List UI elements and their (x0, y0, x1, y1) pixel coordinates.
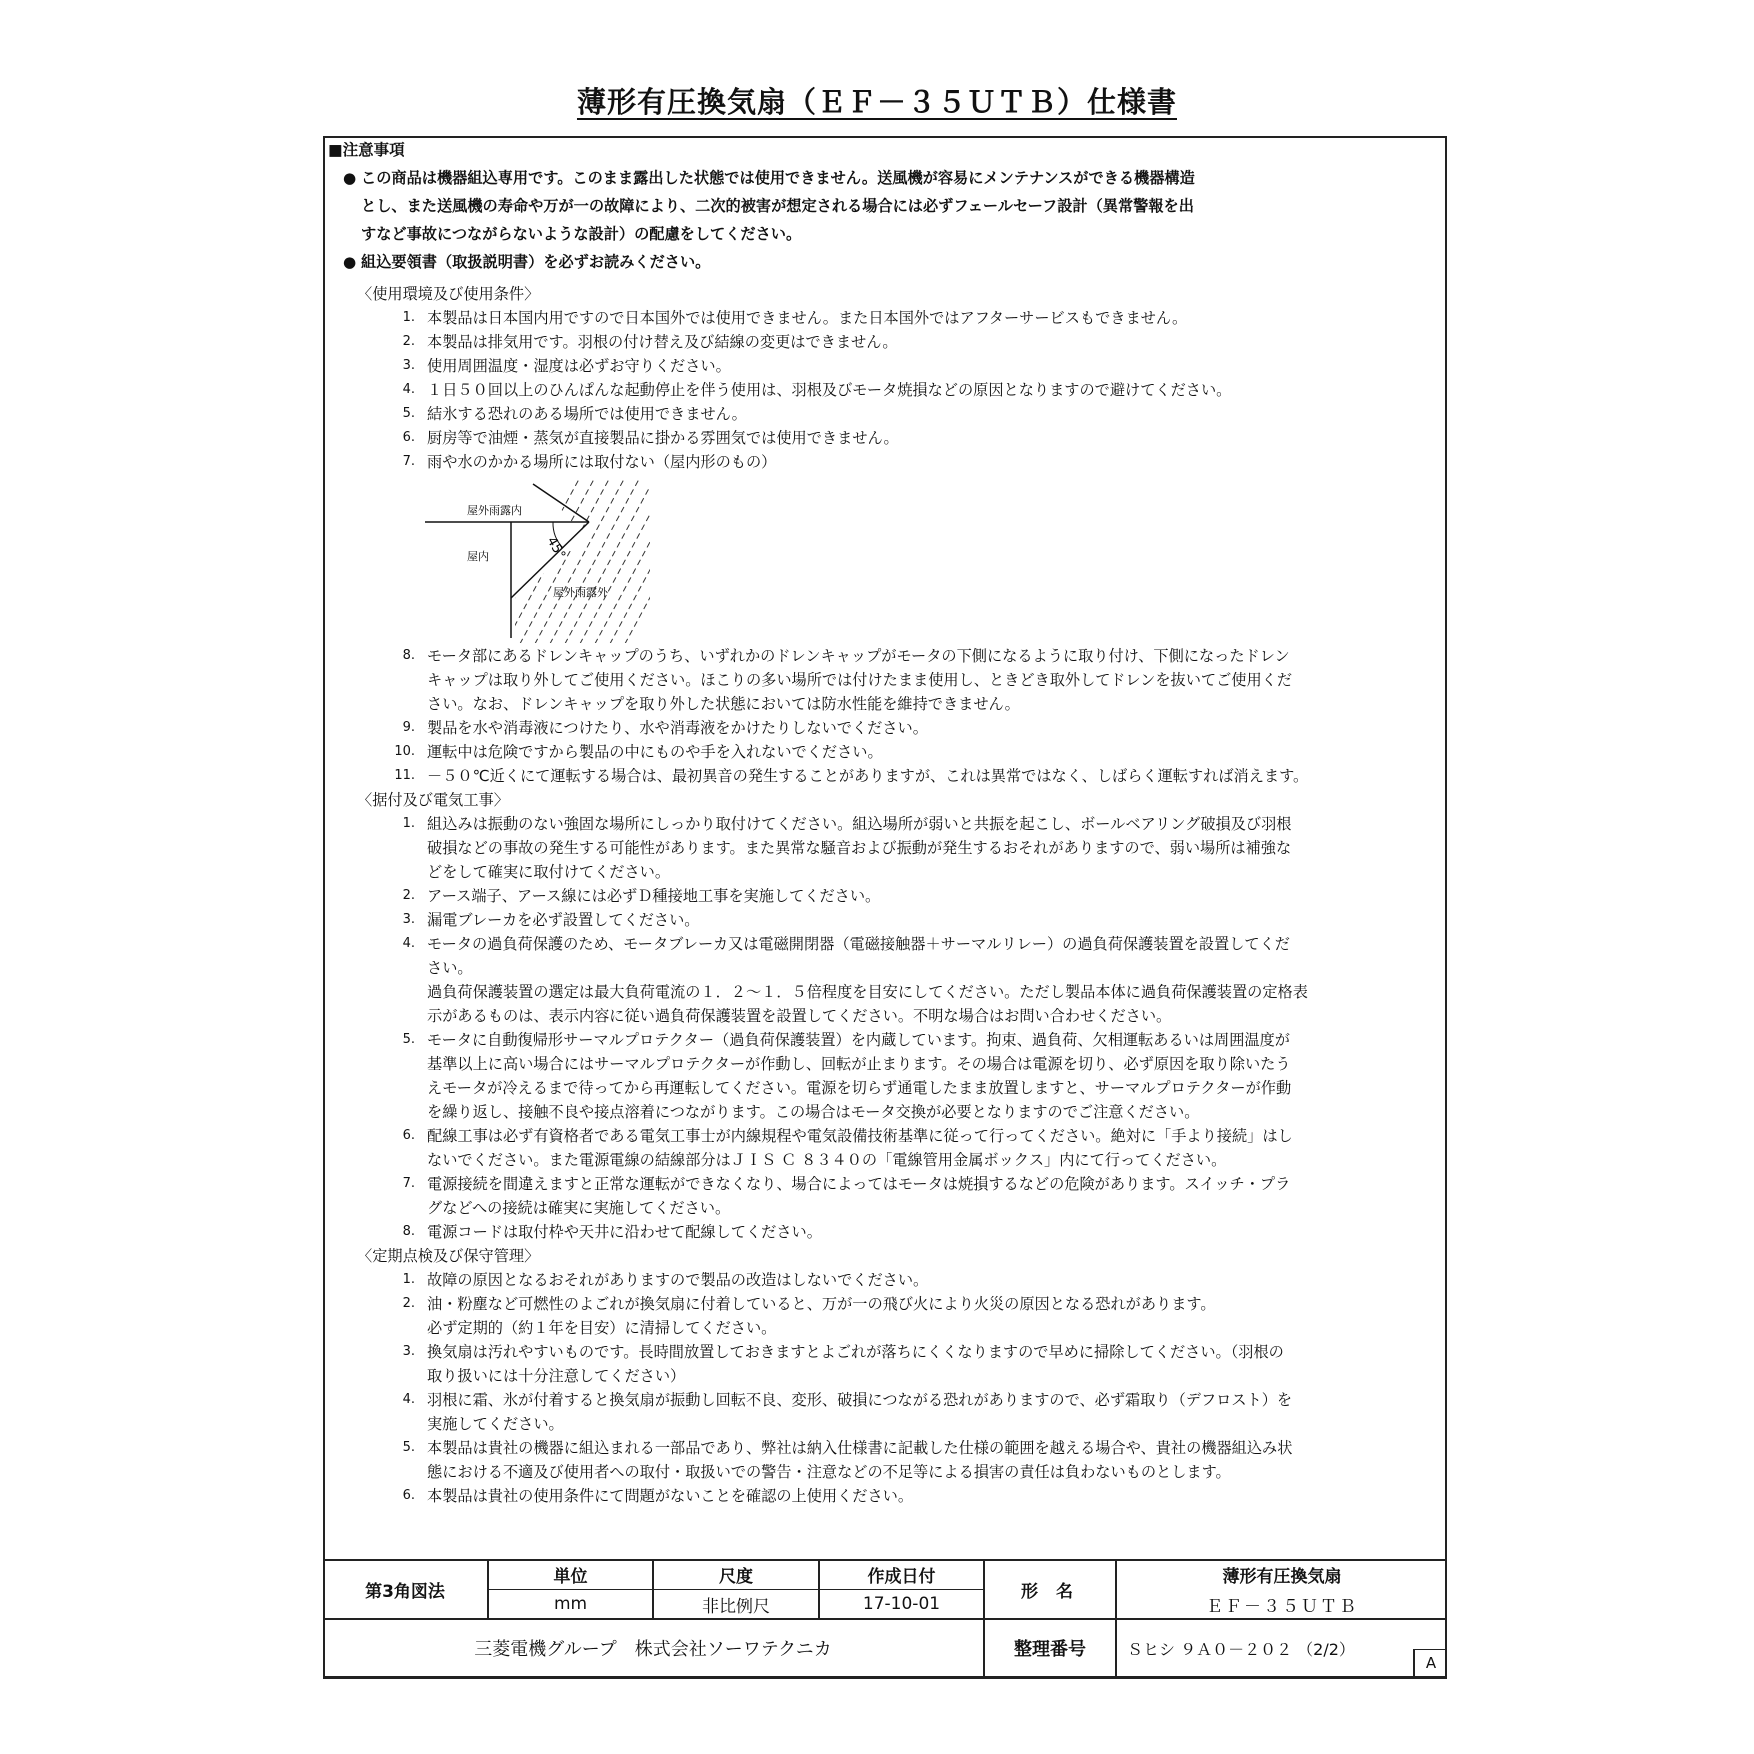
notice-line: すなど事故につながらないような設計）の配慮をしてください。 (361, 225, 802, 243)
item-line: を繰り返し、接触不良や接点溶着につながります。この場合はモータ交換が必要となりますのでご注意ください。 (427, 1103, 1200, 1121)
item-line: 本製品は排気用です。羽根の付け替え及び結線の変更はできません。 (427, 333, 898, 351)
item-line: 取り扱いには十分注意してください） (427, 1367, 686, 1385)
rain-diagram (425, 478, 655, 643)
item-number: 3. (402, 912, 415, 927)
angle-label: 45° (543, 534, 569, 562)
section-header: 〈据付及び電気工事〉 (357, 791, 509, 809)
section-header: 〈使用環境及び使用条件〉 (357, 285, 540, 303)
item-line: 使用周囲温度・湿度は必ずお守りください。 (427, 357, 731, 375)
item-number: 2. (402, 1296, 415, 1311)
item-line: 本製品は貴社の使用条件にて問題がないことを確認の上使用ください。 (427, 1487, 913, 1505)
item-line: えモータが冷えるまで待ってから再運転してください。電源を切らず通電したまま放置しますと、サーマルプロテクターが作動 (427, 1079, 1292, 1097)
item-number: 1. (402, 310, 415, 325)
item-line: 電源接続を間違えますと正常な運転ができなくなり、場合によってはモータは焼損するなどの危険があります。スイッチ・プラ (427, 1175, 1291, 1193)
projection-method: 第3角図法 (365, 1581, 445, 1602)
item-number: 1. (402, 1272, 415, 1287)
item-line: 本製品は日本国内用ですので日本国外では使用できません。また日本国外ではアフターサービスもできません。 (427, 309, 1188, 327)
item-number: 4. (402, 1392, 415, 1407)
item-line: 必ず定期的（約１年を目安）に清掃してください。 (427, 1319, 777, 1337)
item-number: 2. (402, 334, 415, 349)
item-number: 7. (402, 454, 415, 469)
item-line: 羽根に霜、氷が付着すると換気扇が振動し回転不良、変形、破損につながる恐れがありますので、必ず霜取り（デフロスト）を (427, 1391, 1293, 1409)
date-label: 作成日付 (867, 1566, 936, 1587)
item-line: 基準以上に高い場合にはサーマルプロテクターが作動し、回転が止まります。その場合は電源を切り、必ず原因を取り除いたう (427, 1055, 1291, 1073)
item-number: 2. (402, 888, 415, 903)
item-number: 4. (402, 936, 415, 951)
revision-mark: A (1425, 1654, 1437, 1672)
item-number: 8. (402, 648, 415, 663)
item-line: 結氷する恐れのある場所では使用できません。 (427, 405, 747, 423)
reference-number: Ｓヒシ ９Ａ０－２０２ （2/2） (1127, 1639, 1355, 1659)
item-number: 4. (402, 382, 415, 397)
item-line: モータに自動復帰形サーマルプロテクター（過負荷保護装置）を内蔵しています。拘束、過負荷、欠相運転あるいは周囲温度が (427, 1031, 1290, 1049)
item-line: キャップは取り外してご使用ください。ほこりの多い場所では付けたまま使用し、ときどき取外してドレンを抜いてご使用くだ (427, 671, 1293, 689)
item-number: 6. (402, 1488, 415, 1503)
label-indoor-sheltered: 屋外雨露内 (467, 504, 522, 517)
item-line: ないでください。また電源電線の結線部分はＪＩＳ Ｃ ８３４０の「電線管用金属ボックス」内にて行ってください。 (427, 1151, 1227, 1169)
label-indoor: 屋内 (467, 550, 489, 563)
item-line: 本製品は貴社の機器に組込まれる一部品であり、弊社は納入仕様書に記載した仕様の範囲を越える場合や、貴社の機器組込み状 (427, 1439, 1293, 1457)
item-line: アース端子、アース線には必ずＤ種接地工事を実施してください。 (427, 887, 881, 905)
item-number: 5. (402, 1440, 415, 1455)
item-number: 10. (394, 744, 415, 759)
item-line: さい。なお、ドレンキャップを取り外した状態においては防水性能を維持できません。 (427, 695, 1020, 713)
notice-line: この商品は機器組込専用です。このまま露出した状態では使用できません。送風機が容易にメンテナンスができる機器構造 (361, 169, 1195, 187)
company-name: 三菱電機グループ 株式会社ソーワテクニカ (474, 1639, 832, 1660)
item-line: 過負荷保護装置の選定は最大負荷電流の１．２～１．５倍程度を目安にしてください。ただし製品本体に過負荷保護装置の定格表 (427, 983, 1308, 1001)
notice-line: とし、また送風機の寿命や万が一の故障により、二次的被害が想定される場合には必ずフェールセーフ設計（異常警報を出 (361, 197, 1194, 215)
item-number: 9. (402, 720, 415, 735)
item-line: モータの過負荷保護のため、モータブレーカ又は電磁開閉器（電磁接触器＋サーマルリレー）の過負荷保護装置を設置してくだ (427, 935, 1290, 953)
date-value: 17-10-01 (862, 1594, 941, 1614)
item-number: 3. (402, 358, 415, 373)
item-line: －５０℃近くにて運転する場合は、最初異音の発生することがありますが、これは異常ではなく、しばらく運転すれば消えます。 (427, 767, 1309, 785)
item-number: 7. (402, 1176, 415, 1191)
document-title: 薄形有圧換気扇（ＥＦ－３５ＵＴＢ）仕様書 (576, 85, 1177, 119)
item-line: 厨房等で油煙・蒸気が直接製品に掛かる雰囲気では使用できません。 (427, 429, 899, 447)
title-block (323, 1559, 1447, 1679)
item-line: 破損などの事故の発生する可能性があります。また異常な騒音および振動が発生するおそれがありますので、弱い場所は補強な (427, 839, 1292, 857)
item-number: 3. (402, 1344, 415, 1359)
item-line: 故障の原因となるおそれがありますので製品の改造はしないでください。 (427, 1271, 929, 1289)
item-line: 配線工事は必ず有資格者である電気工事士が内線規程や電気設備技術基準に従って行ってください。絶対に「手より接続」はし (427, 1127, 1293, 1145)
item-line: 実施してください。 (427, 1415, 564, 1433)
item-number: 6. (402, 430, 415, 445)
item-line: 油・粉塵など可燃性のよごれが換気扇に付着していると、万が一の飛び火により火災の原因となる恐れがあります。 (427, 1295, 1216, 1313)
reference-label: 整理番号 (1014, 1639, 1086, 1660)
notice-line: 組込要領書（取扱説明書）を必ずお読みください。 (361, 253, 711, 271)
section-header: 〈定期点検及び保守管理〉 (357, 1247, 540, 1265)
item-line: 示があるものは、表示内容に従い過負荷保護装置を設置してください。不明な場合はお問い合わせください。 (427, 1007, 1172, 1025)
item-number: 1. (402, 816, 415, 831)
item-number: 6. (402, 1128, 415, 1143)
unit-value: mm (553, 1594, 588, 1614)
item-line: どをして確実に取付けてください。 (427, 863, 670, 881)
model-code: ＥＦ－３５ＵＴＢ (1206, 1596, 1358, 1617)
item-line: 雨や水のかかる場所には取付ない（屋内形のもの） (427, 453, 777, 471)
item-line: モータ部にあるドレンキャップのうち、いずれかのドレンキャップがモータの下側になるように取り付け、下側になったドレン (427, 647, 1290, 665)
label-outdoor-exposed: 屋外雨露外 (553, 586, 608, 599)
model-name: 薄形有圧換気扇 (1222, 1566, 1342, 1587)
notice-header: ■注意事項 (328, 141, 405, 159)
item-line: 態における不適及び使用者への取付・取扱いでの警告・注意などの不足等による損害の責任は負わないものとします。 (427, 1463, 1231, 1481)
item-line: 運転中は危険ですから製品の中にものや手を入れないでください。 (427, 743, 883, 761)
item-line: 換気扇は汚れやすいものです。長時間放置しておきますとよごれが落ちにくくなりますので早めに掃除してください。（羽根の (427, 1343, 1284, 1361)
item-number: 5. (402, 406, 415, 421)
item-line: １日５０回以上のひんぱんな起動停止を伴う使用は、羽根及びモータ焼損などの原因となりますので避けてください。 (427, 381, 1232, 399)
item-number: 11. (394, 768, 415, 783)
item-line: さい。 (427, 959, 473, 977)
bullet-marker: ● (343, 253, 357, 271)
item-line: グなどへの接続は確実に実施してください。 (427, 1199, 731, 1217)
scale-label: 尺度 (719, 1566, 753, 1587)
scale-value: 非比例尺 (702, 1596, 770, 1617)
item-line: 組込みは振動のない強固な場所にしっかり取付けてください。組込場所が弱いと共振を起こし、ボールベアリング破損及び羽根 (427, 815, 1292, 833)
bullet-marker: ● (343, 169, 357, 187)
item-line: 製品を水や消毒液につけたり、水や消毒液をかけたりしないでください。 (427, 719, 928, 737)
item-number: 8. (402, 1224, 415, 1239)
item-line: 漏電ブレーカを必ず設置してください。 (427, 911, 700, 929)
unit-label: 単位 (553, 1566, 588, 1587)
item-number: 5. (402, 1032, 415, 1047)
item-line: 電源コードは取付枠や天井に沿わせて配線してください。 (427, 1223, 822, 1241)
model-label: 形 名 (1021, 1581, 1079, 1602)
